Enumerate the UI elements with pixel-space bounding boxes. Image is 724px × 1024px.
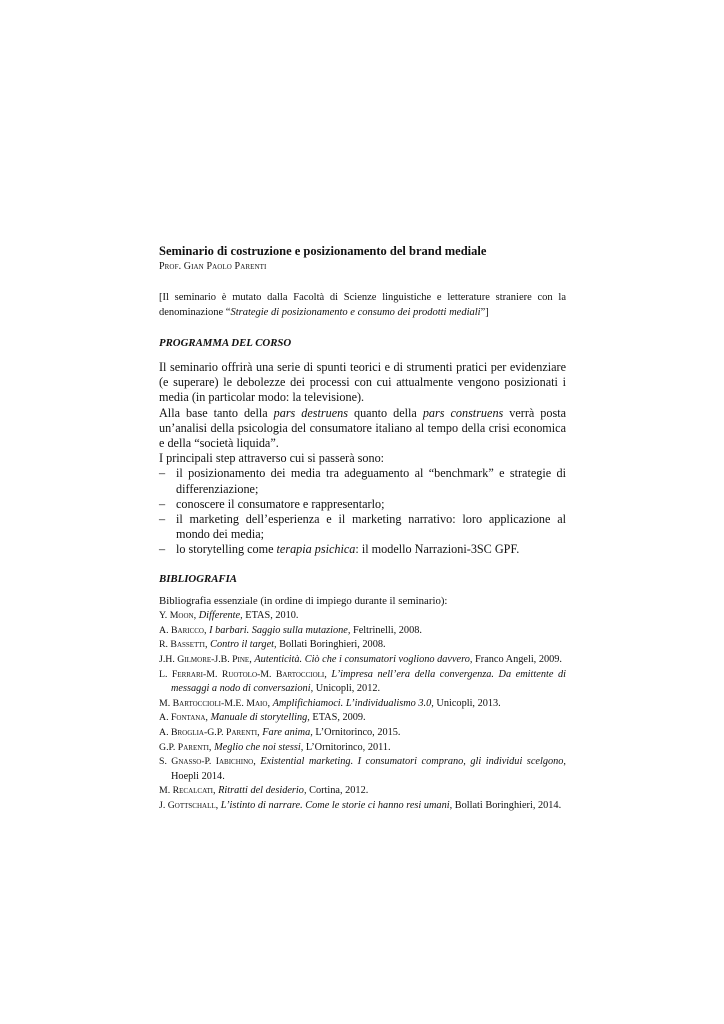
ref-rest: Unicopli, 2013. — [433, 697, 501, 709]
ref-title: I barbari. Saggio sulla mutazione, — [209, 624, 351, 636]
ref-rest: Feltrinelli, 2008. — [350, 624, 422, 636]
programma-paragraph-3: I principali step attraverso cui si passerà sono: — [159, 451, 385, 466]
ref-author: G.P. Parenti — [159, 741, 209, 753]
list-item — [159, 466, 566, 496]
ref-title: Differente, — [198, 610, 243, 622]
programma-paragraph-1: Il seminario offrirà una serie di spunti teorici e di strumenti pratici per evidenziare (e superare) le debolezze dei processi con cui attualmente vengono posizionati i media (in particolar modo: la televisione). — [159, 360, 566, 405]
ref-author: L. Ferrari-M. Ruotolo-M. Bartoccioli — [159, 668, 325, 680]
step-4-italic: terapia psichica — [276, 542, 356, 557]
p2-b: quanto della — [348, 405, 423, 420]
ref-author: J. Gottschall — [159, 799, 216, 811]
dash-bullet: – — [159, 512, 166, 527]
document-title: Seminario di costruzione e posizionamento del brand mediale — [159, 244, 487, 258]
ref-author: J.H. Gilmore-J.B. Pine — [159, 654, 250, 666]
ref-rest: L’Ornitorinco, 2015. — [312, 726, 401, 738]
ref-title: Fare anima, — [262, 726, 313, 738]
ref-title: Existential marketing. I consumatori comprano, gli individui scelgono — [260, 756, 564, 768]
list-item: G.P. Parenti, Meglio che noi stessi, L’Ornitorinco, 2011. — [159, 741, 391, 753]
mutation-note — [159, 291, 566, 320]
bibliografia-heading: BIBLIOGRAFIA — [159, 572, 238, 585]
ref-rest: Bollati Boringhieri, 2008. — [276, 639, 386, 651]
ref-author: S. Gnasso-P. Iabichino — [159, 756, 254, 768]
ref-title: L’istinto di narrare. Come le storie ci hanno resi umani, — [220, 799, 453, 811]
p2-c: verrà posta un’analisi della psicologia del consumatore italiano al tempo della crisi economica e della “società liquida”. — [159, 405, 566, 451]
step-text: conoscere il consumatore e rappresentarlo; — [176, 496, 385, 511]
ref-title: L’impresa nell’era della convergenza. Da emittente di messaggi a nodo di conversazioni, — [171, 668, 566, 695]
ref-title: Ritratti del desiderio, — [218, 785, 307, 797]
bibliografia-intro: Bibliografia essenziale (in ordine di impiego durante il seminario): — [159, 594, 448, 607]
step-4b: : il modello Narrazioni-3SC GPF. — [355, 542, 520, 557]
list-item: M. Bartoccioli-M.E. Maio, Amplifichiamoci. L’individualismo 3.0, Unicopli, 2013. — [159, 697, 501, 709]
ref-author: A. Broglia-G.P. Parenti — [159, 726, 258, 738]
list-item: A. Broglia-G.P. Parenti, Fare anima, L’Ornitorinco, 2015. — [159, 726, 401, 738]
note-italic: Strategie di posizionamento e consumo dei prodotti mediali — [230, 306, 481, 318]
note-suffix: ”] — [480, 306, 489, 318]
dash-bullet: – — [159, 496, 166, 511]
list-item: A. Fontana, Manuale di storytelling, ETAS, 2009. — [159, 712, 366, 724]
programma-heading: PROGRAMMA DEL CORSO — [159, 337, 292, 349]
document-page — [159, 244, 566, 814]
list-item — [159, 542, 566, 557]
list-item: M. Recalcati, Ritratti del desiderio, Cortina, 2012. — [159, 785, 369, 797]
ref-author: A. Baricco — [159, 624, 204, 636]
professor-name — [159, 261, 566, 273]
ref-rest: ETAS, 2010. — [242, 610, 299, 622]
bibliografia-section — [159, 594, 566, 814]
list-item: R. Bassetti, Contro il target, Bollati Boringhieri, 2008. — [159, 639, 386, 651]
ref-rest: Bollati Boringhieri, 2014. — [452, 799, 562, 811]
ref-author: M. Recalcati — [159, 785, 213, 797]
note-prefix: [Il seminario è mutato dalla Facoltà di Scienze linguistiche e letterature straniere con la denominazione “ — [159, 292, 566, 318]
dash-bullet: – — [159, 542, 166, 557]
ref-rest: , Hoepli 2014. — [171, 756, 566, 782]
ref-rest: Franco Angeli, 2009. — [472, 654, 562, 666]
pars-destruens: pars destruens — [273, 405, 348, 420]
ref-title: Autenticità. Ciò che i consumatori vogliono davvero, — [254, 654, 473, 666]
ref-title: Manuale di storytelling, — [210, 712, 310, 724]
list-item: A. Baricco, I barbari. Saggio sulla mutazione, Feltrinelli, 2008. — [159, 624, 422, 636]
step-text: il posizionamento dei media tra adeguamento al “benchmark” e strategie di differenziazione; — [176, 466, 566, 496]
bibliography-list — [159, 609, 566, 813]
list-item: S. Gnasso-P. Iabichino, Existential marketing. I consumatori comprano, gli individui scelgono, Hoepli 2014. — [159, 756, 566, 782]
p2-a: Alla base tanto della — [159, 405, 274, 420]
ref-rest: Unicopli, 2012. — [313, 683, 381, 695]
list-item — [159, 512, 566, 542]
dash-bullet: – — [159, 466, 166, 481]
step-text: il marketing dell’esperienza e il marketing narrativo: loro applicazione al mondo dei media; — [176, 512, 566, 542]
list-item: J.H. Gilmore-J.B. Pine, Autenticità. Ciò che i consumatori vogliono davvero, Franco Angeli, 2009. — [159, 654, 562, 666]
ref-rest: ETAS, 2009. — [309, 712, 366, 724]
ref-title: Contro il target, — [210, 639, 277, 651]
list-item — [159, 497, 566, 512]
steps-list — [159, 466, 566, 557]
list-item: L. Ferrari-M. Ruotolo-M. Bartoccioli, L’impresa nell’era della convergenza. Da emittente di messaggi a nodo di conversazioni, Unicopli, 2012. — [159, 668, 566, 695]
step-4a: lo storytelling come — [176, 542, 277, 557]
ref-author: A. Fontana — [159, 712, 206, 724]
ref-author: Y. Moon — [159, 610, 194, 622]
ref-title: Amplifichiamoci. L’individualismo 3.0, — [272, 697, 434, 709]
list-item: Y. Moon, Differente, ETAS, 2010. — [159, 610, 299, 622]
ref-author: R. Bassetti — [159, 639, 205, 651]
programma-paragraph-2 — [159, 406, 566, 452]
professor-name-text: Prof. Gian Paolo Parenti — [159, 261, 267, 272]
ref-rest: L’Ornitorinco, 2011. — [303, 741, 391, 753]
pars-construens: pars construens — [422, 405, 504, 420]
ref-author: M. Bartoccioli-M.E. Maio — [159, 697, 268, 709]
ref-title: Meglio che noi stessi, — [214, 741, 304, 753]
list-item: J. Gottschall, L’istinto di narrare. Come le storie ci hanno resi umani, Bollati Boringhieri, 2014. — [159, 799, 562, 811]
ref-rest: Cortina, 2012. — [306, 785, 369, 797]
programma-body — [159, 360, 566, 558]
